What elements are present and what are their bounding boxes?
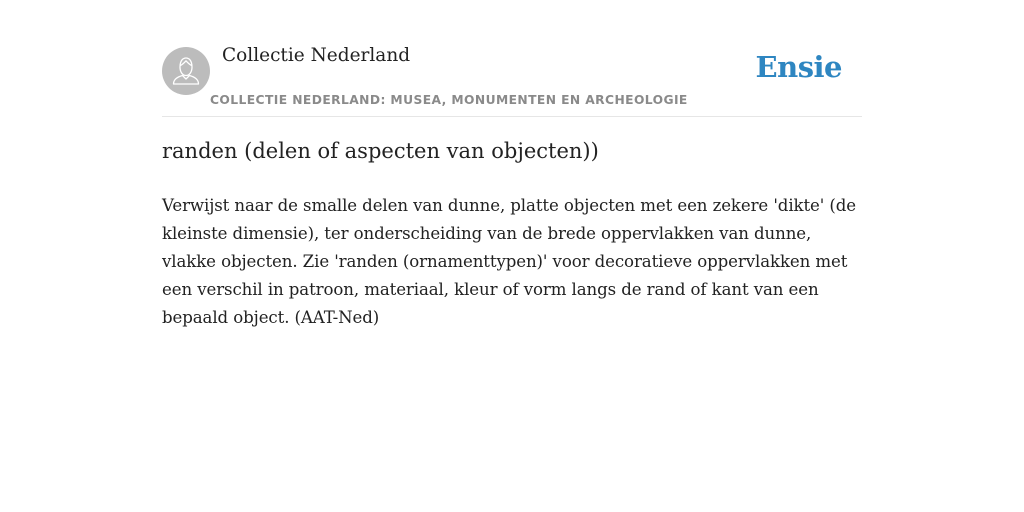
collection-subtitle: COLLECTIE NEDERLAND: MUSEA, MONUMENTEN EN ARCHEOLOGIE — [210, 93, 688, 107]
avatar[interactable] — [162, 47, 210, 95]
page-container — [162, 0, 862, 512]
entry-description: Verwijst naar de smalle delen van dunne, platte objecten met een zekere 'dikte' (de kleinste dimensie), ter onderscheiding van de brede oppervlakken van dunne, vlakke objecten. Zie 'randen (ornamenttypen)' voor decoratieve oppervlakken met een verschil in patroon, materiaal, kleur of vorm langs de rand of kant van een bepaald object. (AAT-Ned) — [162, 196, 857, 327]
ensie-logo[interactable]: Ensie — [755, 50, 842, 84]
user-silhouette-icon — [162, 47, 210, 95]
entry-title: randen (delen of aspecten van objecten)) — [162, 139, 599, 163]
header — [162, 0, 862, 117]
author-link[interactable]: Collectie Nederland — [222, 45, 411, 66]
